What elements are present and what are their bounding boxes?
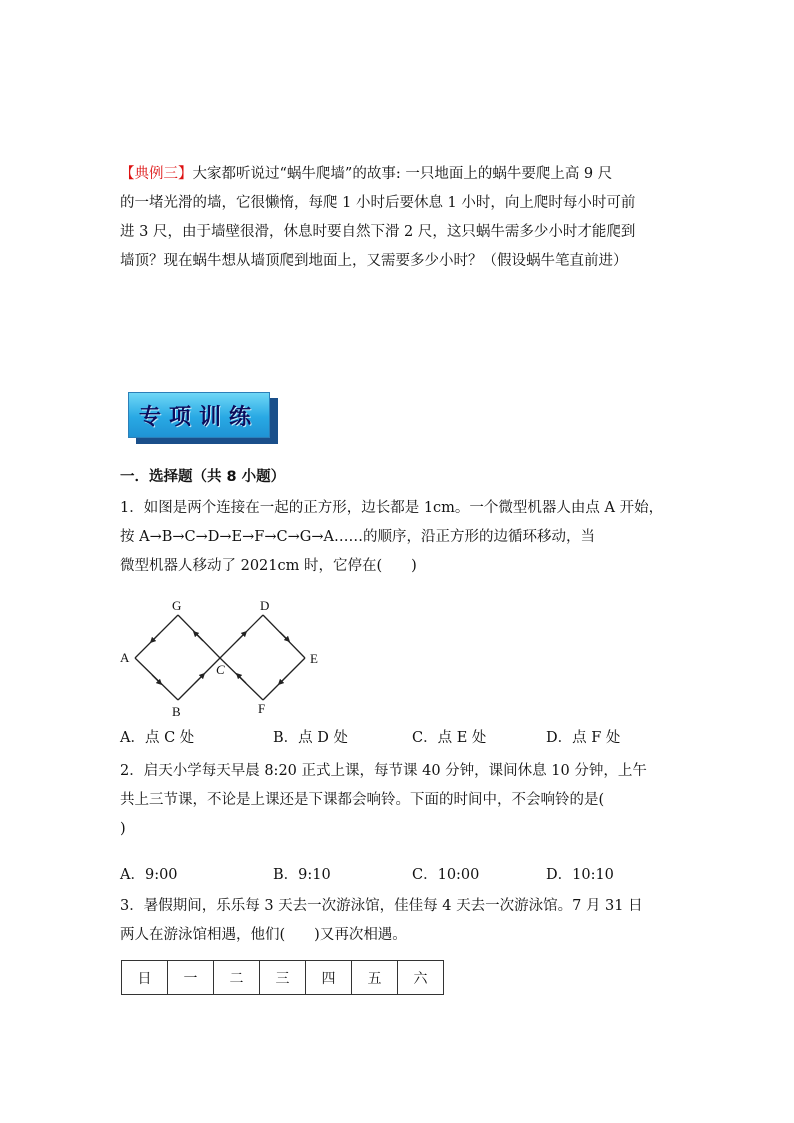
- label-d: D: [260, 598, 270, 613]
- example-line-1: [120, 160, 690, 189]
- calendar-header-cell: 三: [260, 961, 306, 995]
- example-line-2: 的一堵光滑的墙，它很懒惰，每爬 1 小时后要休息 1 小时，向上爬时每小时可前: [120, 195, 636, 211]
- arrow-g-a: [152, 633, 160, 641]
- example-text-1: 大家都听说过“蜗牛爬墙”的故事: 一只地面上的蜗牛要爬上高 9 尺: [192, 166, 613, 182]
- calendar-header-cell: 二: [214, 961, 260, 995]
- arrow-c-d: [237, 633, 245, 641]
- calendar-table: [121, 960, 444, 995]
- question-1: [120, 494, 690, 581]
- q2-option-d[interactable]: D．10:10: [546, 867, 614, 883]
- two-squares-figure: [110, 596, 330, 721]
- arrow-c-g: [195, 633, 203, 641]
- q1-option-c[interactable]: C．点 E 处: [412, 730, 487, 746]
- label-g: G: [172, 598, 182, 613]
- calendar-header-cell: 一: [168, 961, 214, 995]
- q2-line-2: 共上三节课，不论是上课还是下课都会响铃。下面的时间中，不会响铃的是(: [120, 792, 605, 808]
- q2-options: [120, 863, 720, 885]
- q3-line-2: 两人在游泳馆相遇，他们( )又再次相遇。: [120, 927, 407, 943]
- label-a: A: [120, 650, 130, 665]
- calendar-header-cell: 日: [122, 961, 168, 995]
- arrow-a-b: [152, 675, 160, 683]
- question-2: [120, 757, 690, 844]
- label-c: C: [216, 662, 225, 677]
- label-f: F: [258, 701, 266, 716]
- q1-option-a[interactable]: A．点 C 处: [120, 730, 195, 746]
- calendar-header-cell: 四: [306, 961, 352, 995]
- q1-line-1: 1．如图是两个连接在一起的正方形，边长都是 1cm。一个微型机器人由点 A 开始，: [120, 500, 664, 516]
- example-line-4: 墙顶？现在蜗牛想从墙顶爬到地面上，又需要多少小时？（假设蜗牛笔直前进）: [120, 253, 628, 269]
- q2-option-c[interactable]: C．10:00: [412, 867, 480, 883]
- q1-option-d[interactable]: D．点 F 处: [546, 730, 621, 746]
- question-3: [120, 892, 690, 950]
- q1-line-2: 按 A→B→C→D→E→F→C→G→A……的顺序，沿正方形的边循环移动，当: [120, 529, 595, 545]
- arrow-e-f: [280, 675, 288, 683]
- example-paragraph: [120, 160, 690, 276]
- section-banner: [128, 392, 278, 444]
- q2-line-3: ): [120, 821, 126, 837]
- example-tag: 【典例三】: [120, 166, 193, 182]
- label-b: B: [172, 704, 181, 719]
- banner-box: [128, 392, 270, 438]
- q2-option-b[interactable]: B．9:10: [273, 867, 331, 883]
- calendar-header-cell: 五: [352, 961, 398, 995]
- calendar-header-row: [122, 961, 444, 995]
- arrow-f-c: [238, 675, 246, 683]
- example-line-3: 进 3 尺，由于墙壁很滑，休息时要自然下滑 2 尺，这只蜗牛需多少小时才能爬到: [120, 224, 636, 240]
- banner-title: 专项训练: [138, 404, 259, 430]
- q2-line-1: 2．启天小学每天早晨 8:20 正式上课，每节课 40 分钟，课间休息 10 分钟，上午: [120, 763, 647, 779]
- q1-line-3: 微型机器人移动了 2021cm 时，它停在( ): [120, 558, 417, 574]
- q1-options: [120, 726, 720, 748]
- label-e: E: [310, 651, 318, 666]
- q3-line-1: 3．暑假期间，乐乐每 3 天去一次游泳馆，佳佳每 4 天去一次游泳馆。7 月 31 日: [120, 898, 643, 914]
- arrow-d-e: [280, 632, 288, 640]
- q1-option-b[interactable]: B．点 D 处: [273, 730, 348, 746]
- calendar-header-cell: 六: [398, 961, 444, 995]
- section-heading: 一．选择题（共 8 小题）: [120, 469, 286, 485]
- q2-option-a[interactable]: A．9:00: [120, 867, 178, 883]
- arrow-b-c: [195, 675, 203, 683]
